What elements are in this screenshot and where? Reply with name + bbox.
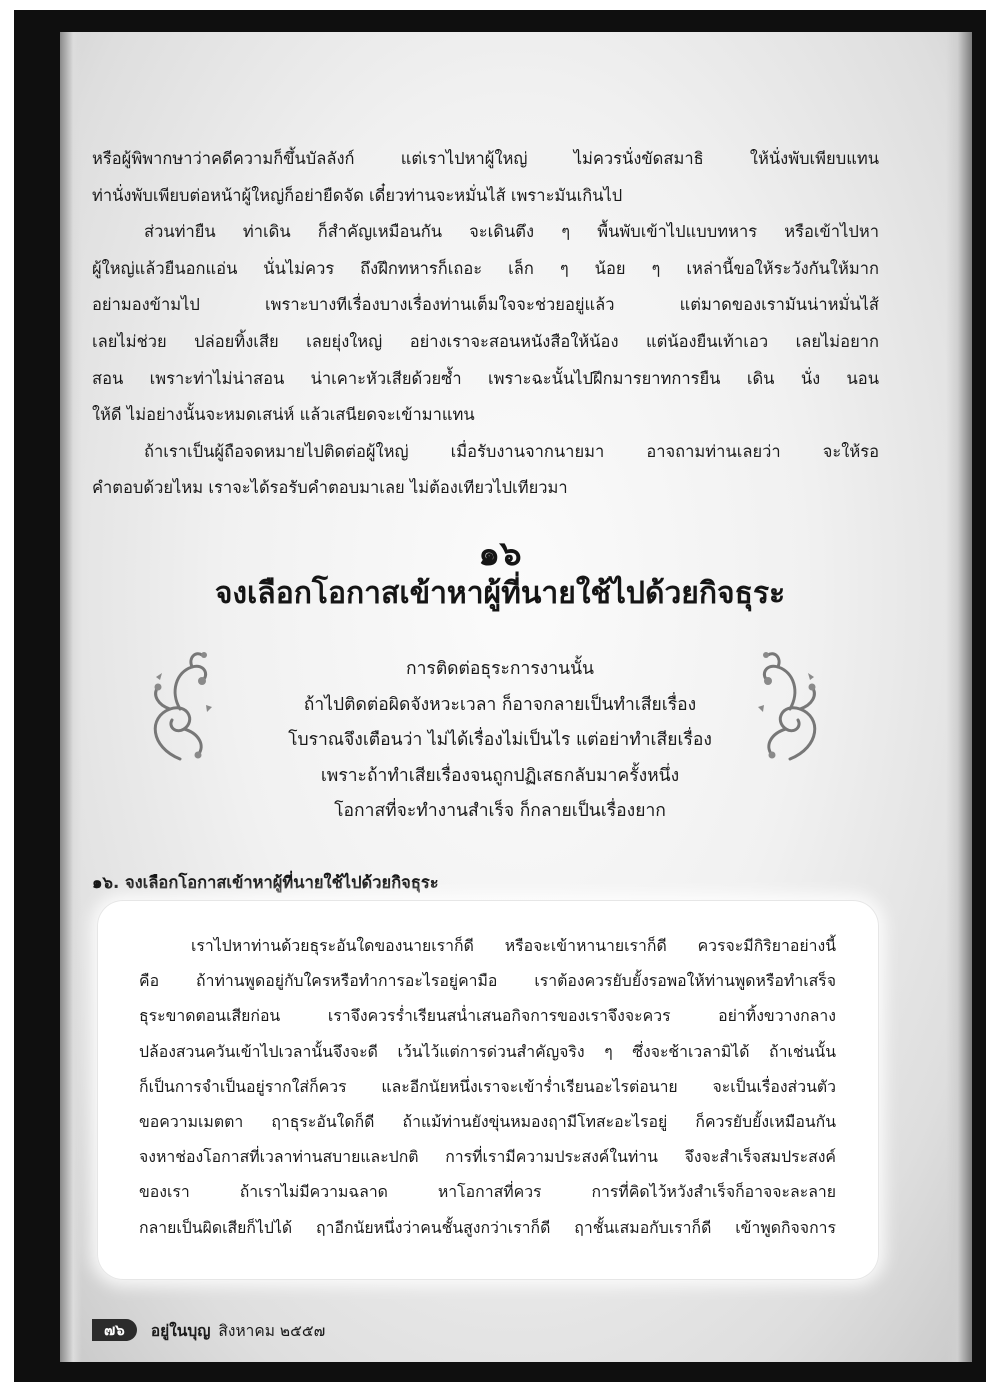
chapter-number: ๑๖ [478, 534, 522, 574]
poem-line: โอกาสที่จะทำงานสำเร็จ ก็กลายเป็นเรื่องยาก [334, 801, 666, 821]
paragraph-1-last-line [92, 178, 879, 215]
text-line: ปล้องสวนควันเข้าไปเวลานั้นจึงจะดี เว้นไว้แต่การด่วนสำคัญจริง ๆ ซึ่งจะช้าเวลามิได้ ถ้าเช่นนั้น [139, 1041, 836, 1061]
chapter-title: จงเลือกโอกาสเข้าหาผู้ที่นายใช้ไปด้วยกิจธุระ [214, 576, 786, 611]
page-edge-shadow [946, 32, 972, 1362]
text-line: ธุระขาดตอนเสียก่อน เราจึงควรร่ำเรียนสน่ำเสนอกิจการของเราจึงจะควร อย่าทิ้งขวางกลาง [139, 1006, 836, 1026]
poem-verse [230, 652, 770, 830]
page-footer [92, 1319, 325, 1341]
text-line: กลายเป็นผิดเสียก็ไปได้ ฤาอีกนัยหนึ่งว่าคนชั้นสูงกว่าเราก็ดี ฤาชั้นเสมอกับเราก็ดี เข้าพูดกิจจการ [139, 1217, 836, 1237]
text-line: ให้ดี ไม่อย่างนั้นจะหมดเสน่ห์ แล้วเสนียดจะเข้ามาแทน [92, 405, 475, 425]
floral-swirl-ornament-icon [140, 647, 220, 767]
poem-line: โบราณจึงเตือนว่า ไม่ได้เรื่องไม่เป็นไร แต่อย่าทำเสียเรื่อง [288, 730, 712, 750]
text-line: คำตอบด้วยไหม เราจะได้รอรับคำตอบมาเลย ไม่ต้องเทียวไปเทียวมา [92, 478, 568, 498]
text-line: ท่านั่งพับเพียบต่อหน้าผู้ใหญ่ก็อย่ายืดจัด เดี๋ยวท่านจะหมั่นไส้ เพราะมันเกินไป [92, 185, 623, 205]
poem-line: การติดต่อธุระการงานนั้น [406, 659, 594, 679]
text-line: จงหาช่องโอกาสที่เวลาท่านสบายและปกติ การที่เรามีความประสงค์ในท่าน จึงจะสำเร็จสมประสงค์ [139, 1147, 836, 1167]
quote-box-text [139, 928, 836, 1245]
section-heading: ๑๖. จงเลือกโอกาสเข้าหาผู้ที่นายใช้ไปด้วยกิจธุระ [92, 873, 439, 892]
poem-line: เพราะถ้าทำเสียเรื่องจนถูกปฏิเสธกลับมาครั้งหนึ่ง [320, 765, 680, 786]
text-line: อย่ามองข้ามไป เพราะบางทีเรื่องบางเรื่องท่านเต็มใจจะช่วยอยู่แล้ว แต่มาดของเรามันน่าหมั่นไส้ [92, 295, 879, 315]
magazine-name: อยู่ในบุญ [150, 1321, 211, 1340]
text-line: ก็เป็นการจำเป็นอยู่รากใส่ก็ควร และอีกนัยหนึ่งเราจะเข้าร่ำเรียนอะไรต่อนาย จะเป็นเรื่องส่วนตัว [139, 1076, 836, 1096]
text-line: ขอความเมตตา ฤาธุระอันใดก็ดี ถ้าแม้ท่านยังขุ่นหมองฤามีโทสะอะไรอยู่ ก็ควรยับยั้งเหมือนกัน [139, 1112, 836, 1132]
paragraph-3-last-line [92, 470, 879, 507]
text-line: คือ ถ้าท่านพูดอยู่กับใครหรือทำการอะไรอยู่คามือ เราต้องควรยับยั้งรอพอให้ท่านพูดหรือทำเสร็จ [139, 971, 836, 991]
poem-line: ถ้าไปติดต่อผิดจังหวะเวลา ก็อาจกลายเป็นทำเสียเรื่อง [303, 694, 697, 715]
text-line: หรือผู้พิพากษาว่าคดีความก็ขึ้นบัลลังก์ แต่เราไปหาผู้ใหญ่ ไม่ควรนั่งขัดสมาธิ ให้นั่งพับเพียบแทน [92, 149, 879, 168]
text-line: ส่วนท่ายืน ท่าเดิน ก็สำคัญเหมือนกัน จะเดินตึง ๆ พื้นพับเข้าไปแบบทหาร หรือเข้าไปหา [144, 222, 879, 242]
paragraph-2 [92, 214, 879, 251]
text-line: เลยไม่ช่วย ปล่อยทิ้งเสีย เลยยุ่งใหญ่ อย่างเราจะสอนหนังสือให้น้อง แต่น้องยืนเท้าเอว เลยไม่อยาก [92, 331, 879, 351]
text-line: ของเรา ถ้าเราไม่มีความฉลาด หาโอกาสที่ควร การที่คิดไว้หวังสำเร็จก็อาจจะละลาย [139, 1182, 836, 1202]
paragraph-2-body [92, 251, 879, 397]
paragraph-1 [92, 141, 879, 178]
text-line: สอน เพราะท่าไม่น่าสอน น่าเคาะหัวเสียด้วยซ้ำ เพราะฉะนั้นไปฝึกมารยาทการยืน เดิน นั่ง นอน [92, 368, 879, 388]
page-number: ๗๖ [92, 1319, 137, 1341]
paragraph-2-last-line [92, 397, 879, 434]
page-gutter-shadow [60, 32, 82, 1362]
issue-date: สิงหาคม ๒๕๕๗ [218, 1321, 326, 1340]
text-line: ถ้าเราเป็นผู้ถือจดหมายไปติดต่อผู้ใหญ่ เมื่อรับงานจากนายมา อาจถามท่านเลยว่า จะให้รอ [144, 441, 879, 461]
text-line: ผู้ใหญ่แล้วยืนอกแอ่น นั่นไม่ควร ถึงฝึกทหารก็เถอะ เล็ก ๆ น้อย ๆ เหล่านี้ขอให้ระวังกันให้มาก [92, 258, 879, 278]
paragraph-3 [92, 434, 879, 471]
text-line: เราไปหาท่านด้วยธุระอันใดของนายเราก็ดี หรือจะเข้าหานายเราก็ดี ควรจะมีกิริยาอย่างนี้ [191, 936, 836, 955]
